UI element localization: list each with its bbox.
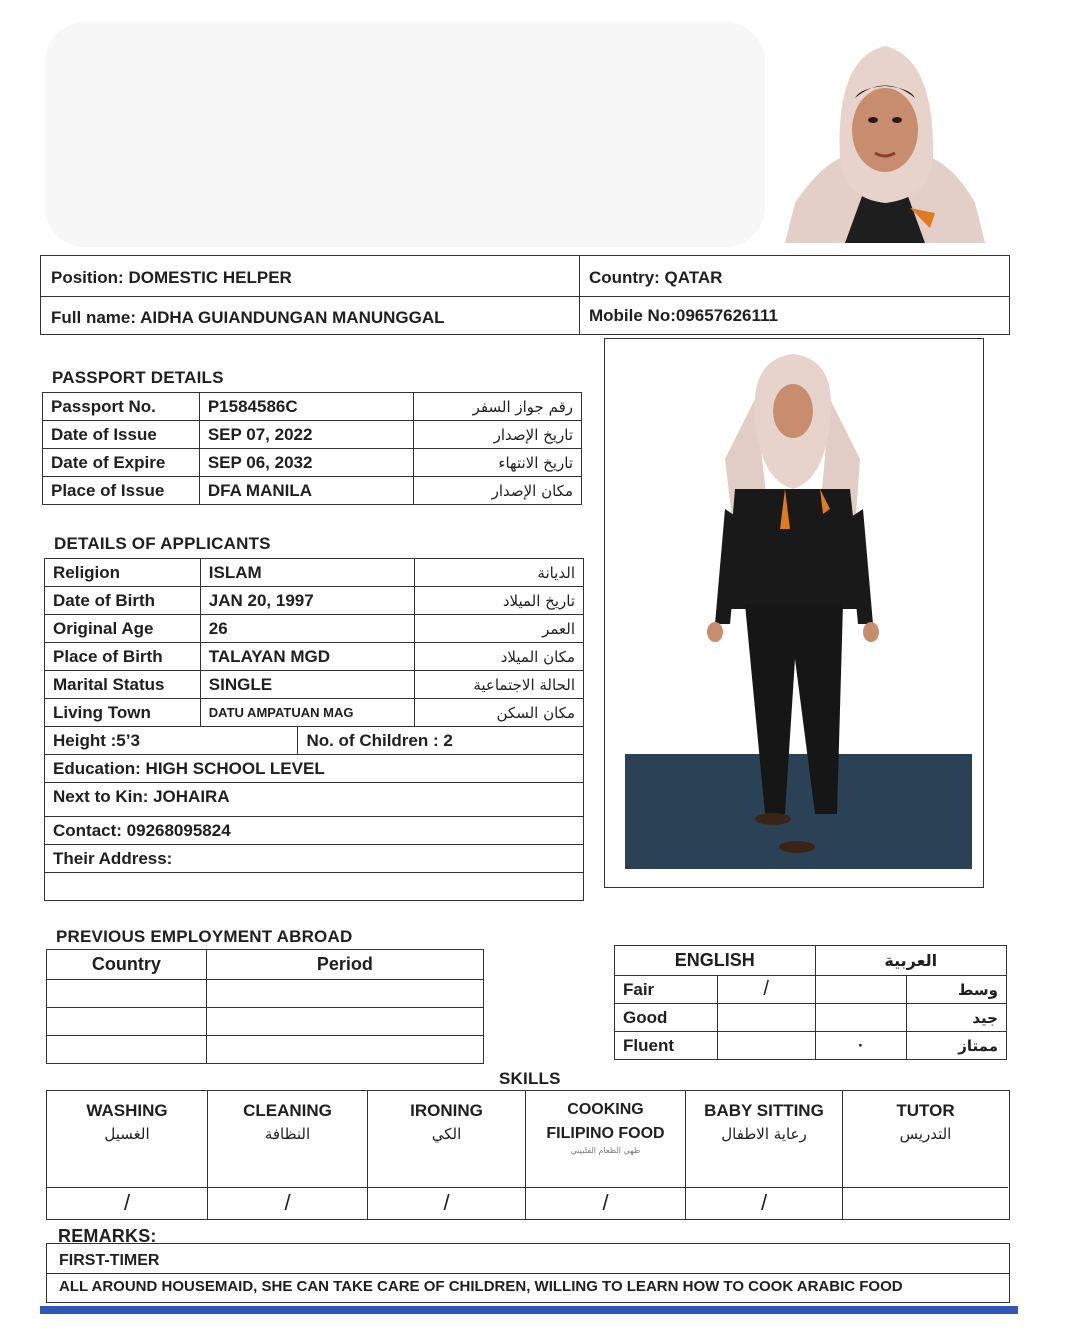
height-field: Height :5’3 [45, 727, 298, 755]
fluent-arabic: ممتاز [907, 1032, 1007, 1060]
date-of-issue-label: Date of Issue [43, 421, 200, 449]
table-row [45, 817, 584, 845]
place-of-issue-arabic: مكان الإصدار [414, 477, 582, 505]
fair-arabic-mark [815, 976, 907, 1004]
table-row [615, 946, 1007, 976]
living-town-value: DATU AMPATUAN MAG [200, 699, 415, 727]
skill-arabic: رعاية الاطفال [721, 1125, 807, 1143]
fullname-field: Full name: AIDHA GUIANDUNGAN MANUNGGAL [51, 308, 445, 327]
place-of-birth-arabic: مكان الميلاد [415, 643, 584, 671]
marital-status-arabic: الحالة الاجتماعية [415, 671, 584, 699]
remarks-line-1: FIRST-TIMER [59, 1252, 160, 1269]
good-arabic: جيد [907, 1004, 1007, 1032]
religion-label: Religion [45, 559, 201, 587]
full-body-photo [604, 338, 984, 888]
skill-label: COOKING [567, 1101, 644, 1118]
age-value: 26 [200, 615, 415, 643]
table-row [45, 873, 584, 901]
skill-tutor [843, 1091, 1008, 1219]
date-of-issue-arabic: تاريخ الإصدار [414, 421, 582, 449]
kin-field: Next to Kin: JOHAIRA [45, 783, 584, 817]
fluent-mark [717, 1032, 815, 1060]
remarks-line-2: ALL AROUND HOUSEMAID, SHE CAN TAKE CARE OF CHILDREN, WILLING TO LEARN HOW TO COOK ARABIC FOOD [59, 1278, 903, 1295]
skill-label: IRONING [410, 1101, 483, 1120]
skill-arabic: النظافة [264, 1125, 311, 1143]
applicant-extra-table [44, 726, 584, 901]
skill-cooking [526, 1091, 686, 1219]
table-row [45, 727, 584, 755]
passport-no-label: Passport No. [43, 393, 200, 421]
table-row [45, 755, 584, 783]
skill-baby-sitting [686, 1091, 843, 1219]
passport-no-value: P1584586C [199, 393, 413, 421]
date-of-expire-label: Date of Expire [43, 449, 200, 477]
language-table [614, 945, 1007, 1060]
employment-period-header: Period [206, 950, 483, 980]
skill-mark: / [686, 1187, 842, 1217]
footer-bar [40, 1306, 1018, 1314]
english-header: ENGLISH [615, 946, 816, 976]
contact-field: Contact: 09268095824 [45, 817, 584, 845]
header-info-box [40, 255, 1010, 335]
arabic-header: العربية [815, 946, 1007, 976]
age-arabic: العمر [415, 615, 584, 643]
skills-table [46, 1090, 1010, 1220]
table-row [47, 950, 484, 980]
living-town-arabic: مكان السكن [415, 699, 584, 727]
skill-cleaning [208, 1091, 368, 1219]
mobile-field: Mobile No:09657626111 [589, 306, 779, 325]
skill-label: WASHING [86, 1101, 168, 1120]
good-label: Good [615, 1004, 718, 1032]
table-row [615, 976, 1007, 1004]
skill-mark [843, 1187, 1008, 1217]
dob-label: Date of Birth [45, 587, 201, 615]
table-row [47, 1036, 484, 1064]
country-field: Country: QATAR [589, 268, 723, 287]
children-field: No. of Children : 2 [298, 727, 584, 755]
skill-label: TUTOR [896, 1101, 955, 1120]
skill-ironing [368, 1091, 526, 1219]
table-row [615, 1032, 1007, 1060]
table-row [43, 421, 582, 449]
employment-table [46, 949, 484, 1064]
fluent-label: Fluent [615, 1032, 718, 1060]
skill-mark: / [208, 1187, 367, 1217]
table-row [45, 699, 584, 727]
fair-mark: / [717, 976, 815, 1004]
skill-sublabel: FILIPINO FOOD [546, 1125, 665, 1142]
passport-no-arabic: رقم جواز السفر [414, 393, 582, 421]
applicant-table [44, 558, 584, 727]
living-town-label: Living Town [45, 699, 201, 727]
place-of-birth-label: Place of Birth [45, 643, 201, 671]
age-label: Original Age [45, 615, 201, 643]
table-row [615, 1004, 1007, 1032]
skill-mark: / [526, 1187, 685, 1217]
address-field: Their Address: [45, 845, 584, 873]
table-row [43, 393, 582, 421]
fair-label: Fair [615, 976, 718, 1004]
skill-label: BABY SITTING [704, 1101, 824, 1120]
dob-value: JAN 20, 1997 [200, 587, 415, 615]
table-row [45, 671, 584, 699]
headshot-photo [785, 38, 985, 243]
table-row [45, 615, 584, 643]
employment-country-header: Country [47, 950, 207, 980]
table-row [43, 449, 582, 477]
remarks-box [46, 1243, 1010, 1303]
date-of-issue-value: SEP 07, 2022 [199, 421, 413, 449]
skill-mark: / [368, 1187, 525, 1217]
place-of-issue-value: DFA MANILA [199, 477, 413, 505]
table-row [45, 643, 584, 671]
fluent-arabic-mark: · [815, 1032, 907, 1060]
passport-table [42, 392, 582, 505]
religion-value: ISLAM [200, 559, 415, 587]
marital-status-value: SINGLE [200, 671, 415, 699]
marital-status-label: Marital Status [45, 671, 201, 699]
date-of-expire-value: SEP 06, 2032 [199, 449, 413, 477]
skill-arabic: طهي الطعام الفلبيني [570, 1146, 641, 1155]
dob-arabic: تاريخ الميلاد [415, 587, 584, 615]
table-row [47, 1008, 484, 1036]
applicant-section-title: DETAILS OF APPLICANTS [54, 534, 271, 553]
date-of-expire-arabic: تاريخ الانتهاء [414, 449, 582, 477]
remarks-title: REMARKS: [58, 1226, 157, 1246]
skill-label: CLEANING [243, 1101, 332, 1120]
table-row [45, 559, 584, 587]
skill-arabic: التدريس [899, 1125, 952, 1143]
good-mark [717, 1004, 815, 1032]
position-field: Position: DOMESTIC HELPER [51, 268, 292, 287]
skill-washing [47, 1091, 208, 1219]
table-row [43, 477, 582, 505]
skill-arabic: الكي [431, 1125, 462, 1143]
education-field: Education: HIGH SCHOOL LEVEL [45, 755, 584, 783]
employment-section-title: PREVIOUS EMPLOYMENT ABROAD [56, 927, 353, 946]
table-row [45, 587, 584, 615]
fair-arabic: وسط [907, 976, 1007, 1004]
good-arabic-mark [815, 1004, 907, 1032]
passport-section-title: PASSPORT DETAILS [52, 368, 224, 387]
table-row [45, 783, 584, 817]
skills-section-title: SKILLS [499, 1069, 561, 1088]
skill-mark: / [47, 1187, 207, 1217]
religion-arabic: الديانة [415, 559, 584, 587]
table-row [45, 845, 584, 873]
address-blank-row [45, 873, 584, 901]
skill-arabic: الغسيل [104, 1125, 150, 1143]
place-of-birth-value: TALAYAN MGD [200, 643, 415, 671]
table-row [47, 980, 484, 1008]
redacted-logo-area [45, 22, 765, 247]
place-of-issue-label: Place of Issue [43, 477, 200, 505]
